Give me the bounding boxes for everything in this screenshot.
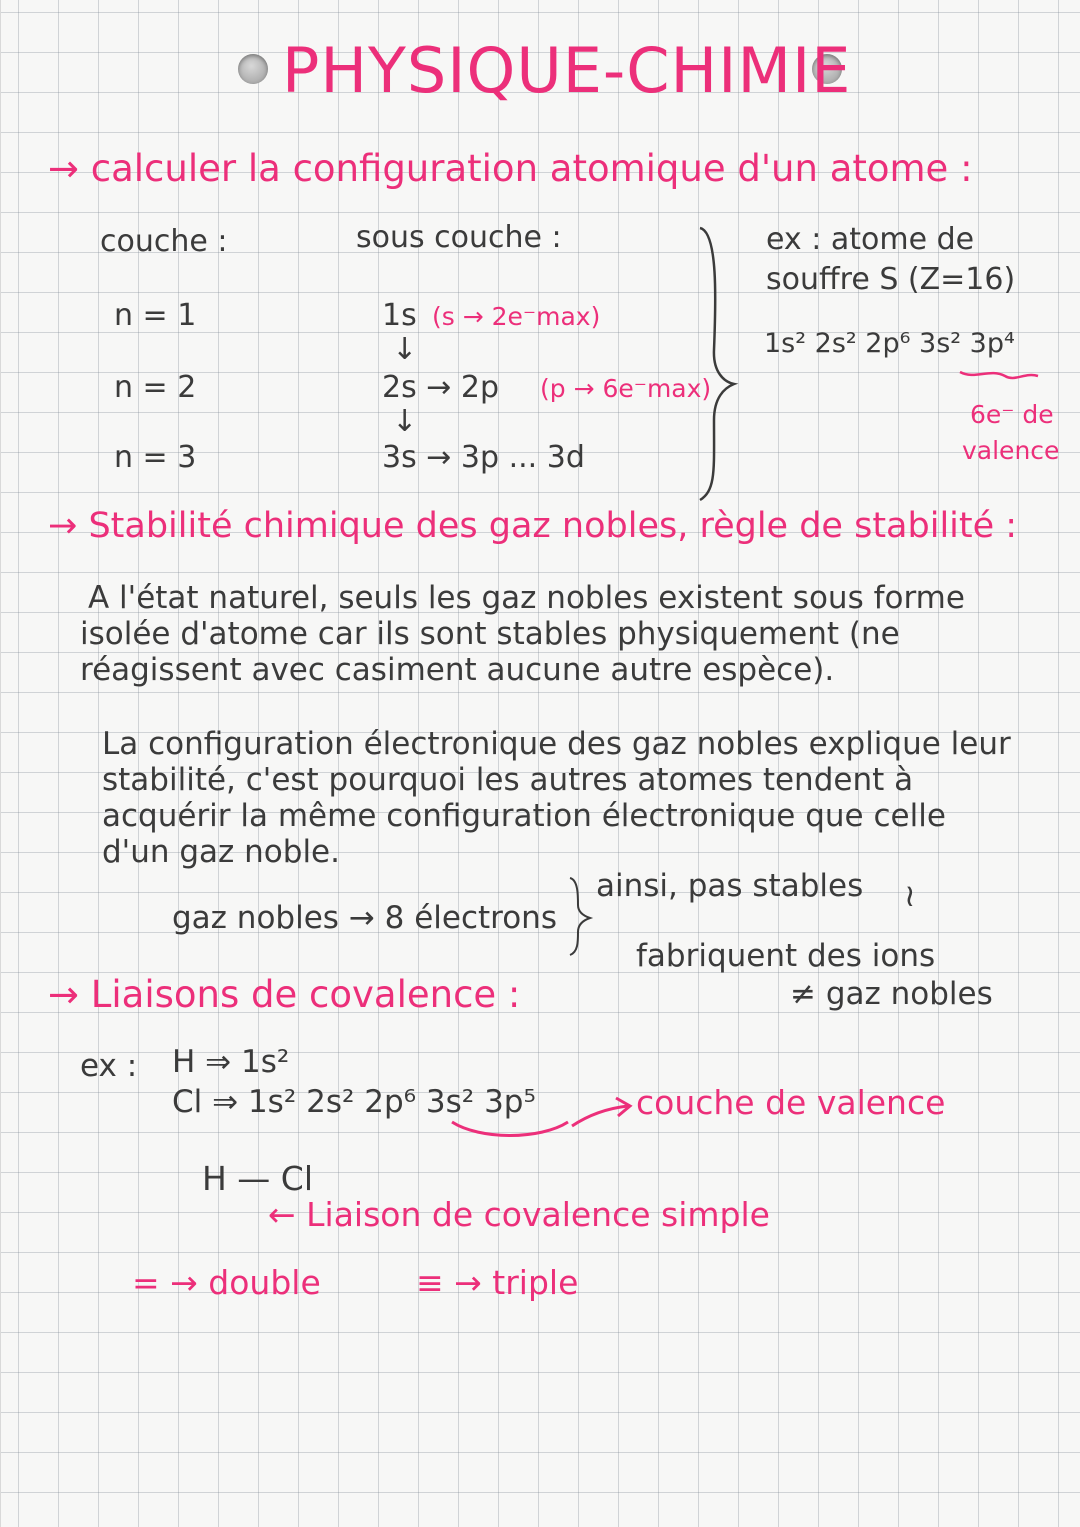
valence-note-2: valence (962, 436, 1060, 465)
sub-2s-2p: 2s → 2p (382, 370, 500, 405)
sub-3s-3p-3d: 3s → 3p ... 3d (382, 440, 585, 475)
liaison-simple: ← Liaison de covalence simple (268, 1195, 770, 1234)
para2-line4: d'un gaz noble. (102, 834, 340, 870)
para1-line3: réagissent avec casiment aucune autre espèce). (80, 652, 835, 688)
h-config: H ⇒ 1s² (172, 1044, 290, 1080)
wave-arrow: ≀ (904, 878, 916, 914)
noble-electrons: gaz nobles → 8 électrons (172, 900, 557, 936)
underline-valence-squiggle (960, 372, 1038, 378)
ainsi-pas-stables: ainsi, pas stables (596, 868, 864, 904)
heading-stabilite: → Stabilité chimique des gaz nobles, règle de stabilité : (48, 506, 1018, 546)
sub-1s: 1s (382, 298, 417, 333)
example-config: 1s² 2s² 2p⁶ 3s² 3p⁴ (764, 328, 1015, 359)
double-bond: = → double (132, 1263, 321, 1302)
sous-couche-label: sous couche : (356, 220, 562, 255)
cl-config: Cl ⇒ 1s² 2s² 2p⁶ 3s² 3p⁵ (172, 1084, 536, 1120)
triple-bond: ≡ → triple (416, 1263, 579, 1302)
example-line-2: souffre S (Z=16) (766, 262, 1016, 297)
underline-3s-3p (452, 1122, 568, 1136)
heading-liaisons: → Liaisons de covalence : (48, 973, 521, 1016)
para2-line1: La configuration électronique des gaz nobles explique leur (102, 726, 1011, 762)
brace-noble (570, 878, 590, 955)
n-value-3: n = 3 (114, 440, 197, 475)
n-value-1: n = 1 (114, 298, 197, 333)
ex-label: ex : (80, 1048, 138, 1084)
n-value-2: n = 2 (114, 370, 197, 405)
fabriquent-ions: fabriquent des ions (636, 938, 936, 974)
note-p-max: (p → 6e⁻max) (540, 374, 712, 403)
brace-right-sous-couche (700, 228, 734, 500)
note-s-max: (s → 2e⁻max) (432, 302, 601, 331)
valence-note-1: 6e⁻ de (970, 400, 1054, 429)
couche-de-valence: couche de valence (636, 1083, 946, 1122)
couche-label: couche : (100, 224, 228, 259)
heading-configuration: → calculer la configuration atomique d'un atome : (48, 147, 973, 190)
arrow-down-1: ↓ (392, 332, 418, 367)
arrowhead-couche-valence (616, 1098, 630, 1116)
para1-line1: A l'état naturel, seuls les gaz nobles existent sous forme (88, 580, 965, 616)
example-line-1: ex : atome de (766, 222, 975, 257)
para1-line2: isolée d'atome car ils sont stables physiquement (ne (80, 616, 900, 652)
para2-line2: stabilité, c'est pourquoi les autres atomes tendent à (102, 762, 914, 798)
h-cl-bond: H — Cl (202, 1159, 314, 1198)
arrow-to-couche-valence (572, 1106, 628, 1126)
page-title: PHYSIQUE-CHIMIE (282, 34, 852, 107)
para2-line3: acquérir la même configuration électronique que celle (102, 798, 946, 834)
punch-hole-left (238, 54, 268, 84)
neq-gaz-nobles: ≠ gaz nobles (790, 976, 993, 1012)
arrow-down-2: ↓ (392, 404, 418, 439)
